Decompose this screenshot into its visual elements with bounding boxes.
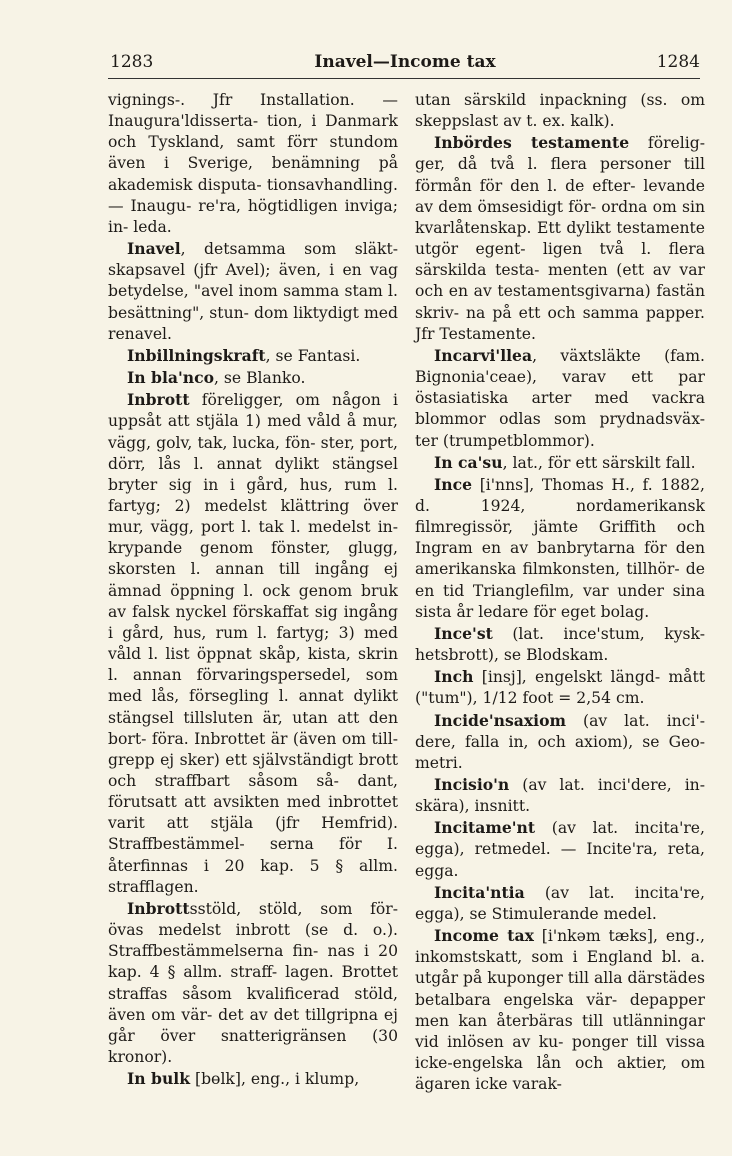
entry-in-blanco: In bla'nco, se Blanko. — [127, 368, 306, 388]
entry-incitament: Incitame'nt (av lat. incita're, egga), retmedel. — Incite'ra, reta, egga. — [415, 818, 705, 880]
entry-inch: Inch [insj], engelskt längd- mått ("tum"), 1/12 foot = 2,54 cm. — [415, 667, 705, 708]
entry-continuation: vignings-. Jfr Installation. — Inaugura'ldisserta- tion, i Danmark och Tyskland, samt förr stundom även i Sverige, benämning på akademisk disputa- tionsavhandling. — Inaugu- re'ra, högtidligen inviga; in- leda. — [108, 91, 398, 236]
entry-inbrottsstold: Inbrottsstöld, stöld, som för- övas medelst inbrott (se d. o.). Straffbestämmelserna fin- nas i 20 kap. 4 § allm. straff- lagen. Brottet straffas såsom kvalificerad stöld, även om vär- det av det tillgripna ej går över snatterigränsen (30 kronor). — [108, 898, 398, 1067]
header-rule — [108, 78, 700, 79]
entry-incision: Incisio'n (av lat. inci'dere, in- skära), insnitt. — [415, 775, 705, 816]
entry-income-tax: Income tax [i'nkəm tæks], eng., inkomstskatt, som i England bl. a. utgår på kuponger till alla därstädes betalbara engelska vär- depapper men kan återbäras till utlänningar vid inlösen av ku- ponger till vissa icke-engelska lån och aktier, om ägaren icke varak- — [415, 926, 705, 1094]
header-title: Inavel—Income tax — [314, 52, 496, 72]
entry-inbillningskraft: Inbillningskraft, se Fantasi. — [127, 345, 361, 365]
left-column — [108, 90, 398, 1090]
entry-incest: Ince'st (lat. ince'stum, kysk- hetsbrott), se Blodskam. — [415, 623, 705, 665]
entry-inavel: Inavel, detsamma som släkt- skapsavel (jfr Avel); även, i en vag betydelse, "avel inom samma stam l. besättning", stun- dom liktydigt med renavel. — [108, 239, 398, 343]
entry-incitantia: Incita'ntia (av lat. incita're, egga), se Stimulerande medel. — [415, 882, 705, 923]
entry-in-casu: In ca'su, lat., för ett särskilt fall. — [434, 452, 696, 472]
entry-ince: Ince [i'nns], Thomas H., f. 1882, d. 1924, nordamerikansk filmregissör, jämte Griffith och Ingram en av banbrytarna för den amerikanska filmkonsten, tillhör- de en tid Trianglefilm, var under sina sista år ledare för eget bolag. — [415, 474, 705, 621]
entry-inbrott: Inbrott föreligger, om någon i uppsåt att stjäla 1) med våld å mur, vägg, golv, tak, lucka, fön- ster, port, dörr, lås l. annat dylikt stängsel bryter sig in i gård, hus, rum l. fartyg; 2) medelst klättring över mur, vägg, port l. tak l. medelst in- krypande genom fönster, glugg, skorsten l. annan till ingång ej ämnad öppning l. ock genom bruk av falsk nyckel förskaffat sig ingång i gård, hus, rum l. fartyg; 3) med våld l. list öppnat skåp, kista, skrin l. annan förvaringspersedel, som med lås, försegling l. annat dylikt stängsel tillsluten är, utan att den bort- föra. Inbrottet är (även om till- grepp ej sker) ett självständigt brott och straffbart såsom så- dant, förutsatt att avsikten med inbrottet varit att stjäla (jfr Hemfrid). Straffbestämmel- serna för I. återfinnas i 20 kap. 5 § allm. strafflagen. — [108, 390, 398, 896]
running-header — [110, 48, 700, 78]
entry-incarvillea: Incarvi'llea, växtsläkte (fam. Bignonia'ceae), varav ett par östasiatiska arter med vackra blommor odlas som prydnadsväx- ter (trumpetblommor). — [415, 345, 705, 450]
entry-incidensaxiom: Incide'nsaxiom (av lat. inci'- dere, falla in, och axiom), se Geo- metri. — [415, 710, 705, 772]
page-number-left: 1283 — [110, 52, 154, 72]
entry-inbordes-testamente: Inbördes testamente förelig- ger, då två l. flera personer till förmån för den l. de efter- levande av dem ömsesidigt för- ordna om sin kvarlåtenskap. Ett dylikt testamente utgör egent- ligen två l. flera särskilda testa- menten (ett av var och en av testamentsgivarna) fastän skriv- na på ett och samma papper. Jfr Testamente. — [415, 133, 705, 343]
right-column — [415, 90, 705, 1095]
page-number-right: 1284 — [656, 52, 700, 72]
entry-continuation-right: utan särskild inpackning (ss. om skeppslast av t. ex. kalk). — [415, 91, 705, 131]
entry-in-bulk: In bulk [bɵlk], eng., i klump, — [127, 1069, 360, 1089]
